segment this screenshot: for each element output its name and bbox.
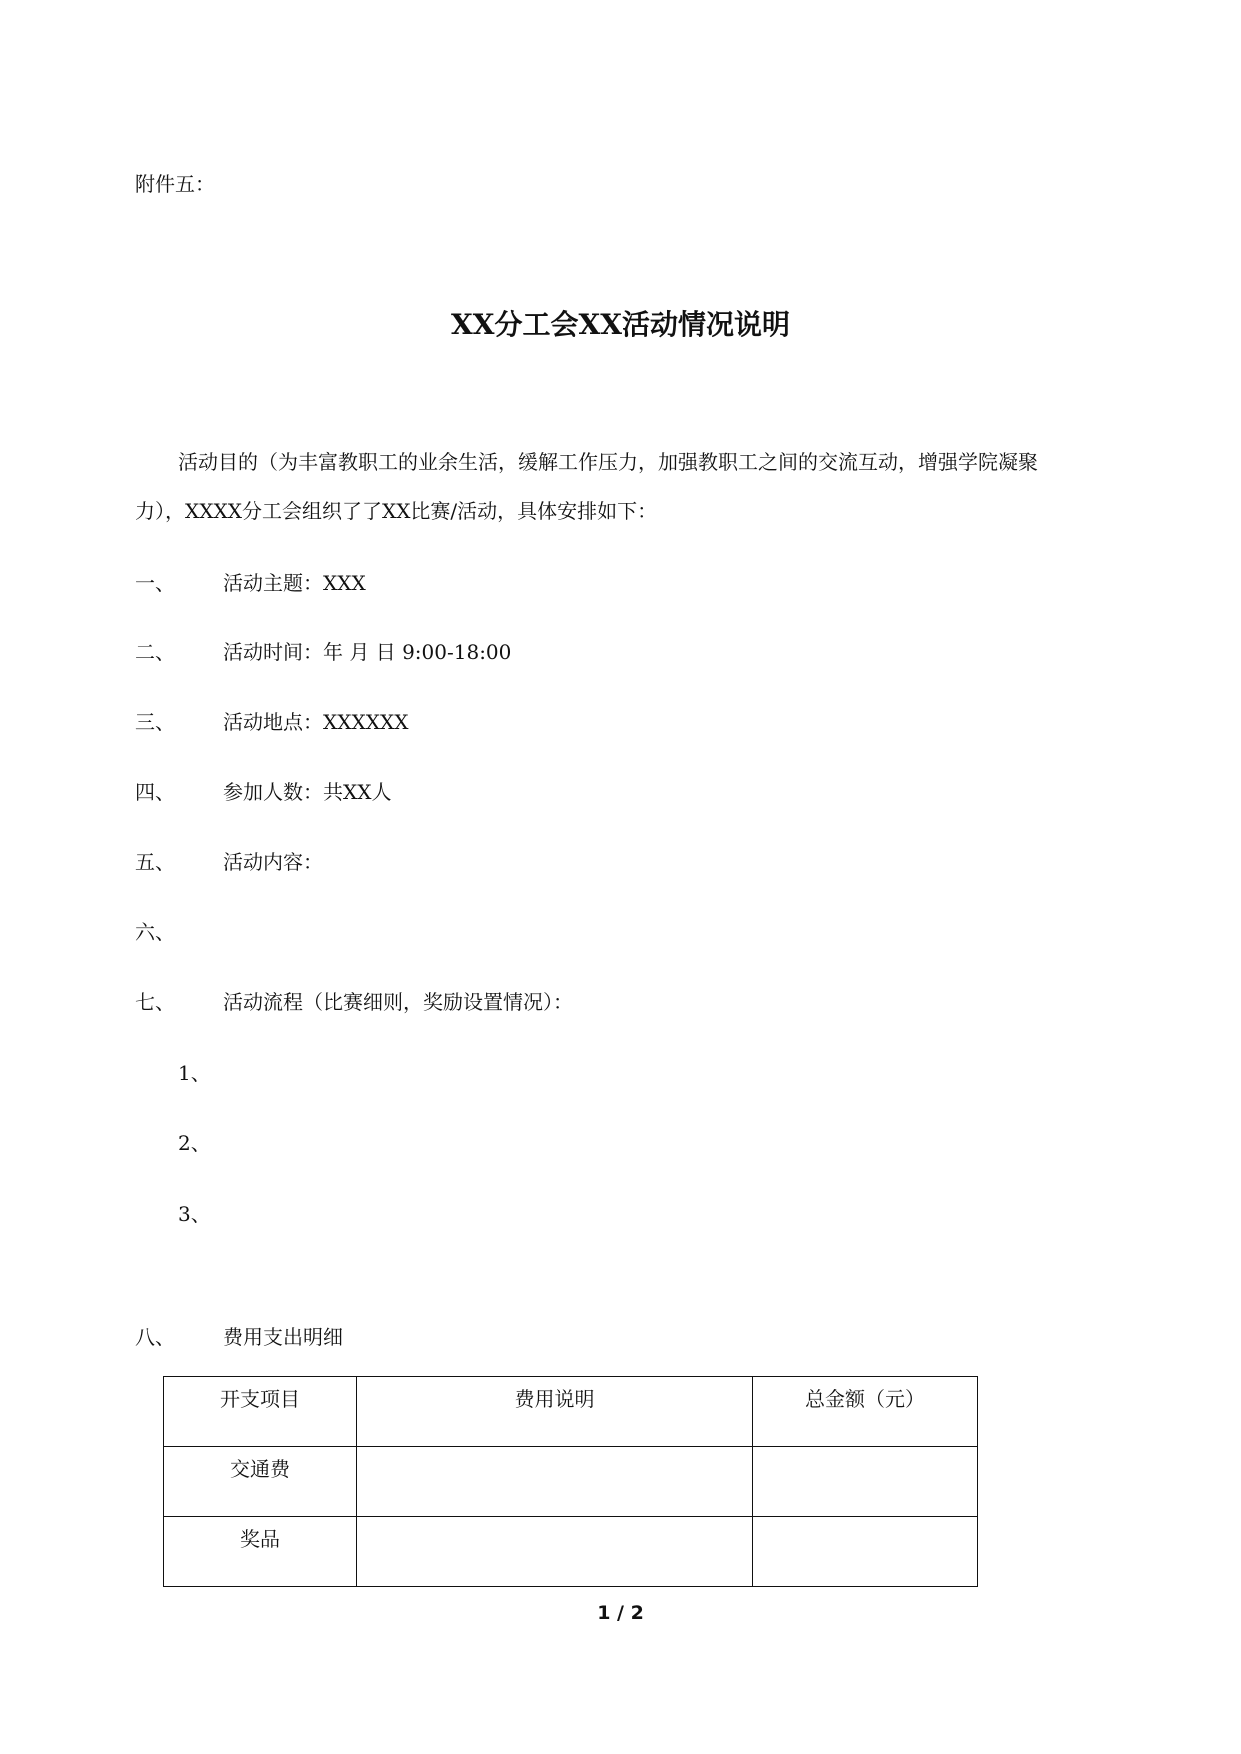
item-number: 八、 [135, 1325, 175, 1349]
table-cell [357, 1517, 753, 1587]
table-row [164, 1447, 978, 1517]
table-cell [357, 1447, 753, 1517]
item-number: 六、 [135, 920, 175, 944]
table-cell [753, 1447, 978, 1517]
item-text: 参加人数：共XX人 [223, 780, 392, 804]
document-title: XX分工会XX活动情况说明 [451, 308, 790, 341]
item-text: 活动主题：XXX [223, 571, 366, 595]
header-cell: 总金额（元） [753, 1377, 978, 1447]
item-number: 五、 [135, 850, 175, 874]
subitem-number: 2、 [178, 1131, 211, 1155]
item-text: 活动时间：年 月 日 9:00-18:00 [223, 640, 512, 664]
table-cell [753, 1517, 978, 1587]
attachment-label: 附件五： [135, 172, 215, 196]
item-number: 七、 [135, 990, 175, 1014]
item-text: 费用支出明细 [223, 1325, 343, 1349]
table-header-row [164, 1377, 978, 1447]
table-row [164, 1517, 978, 1587]
item-number: 四、 [135, 780, 175, 804]
header-cell: 费用说明 [357, 1377, 753, 1447]
subitem-number: 3、 [178, 1202, 211, 1226]
item-number: 二、 [135, 640, 175, 664]
intro-line-2: 力），XXXX分工会组织了了XX比赛/活动，具体安排如下： [135, 499, 658, 523]
subitem-number: 1、 [178, 1061, 211, 1085]
item-number: 一、 [135, 571, 175, 595]
item-text: 活动流程（比赛细则，奖励设置情况）： [223, 990, 573, 1014]
page-number: 1 / 2 [597, 1602, 644, 1624]
item-text: 活动内容： [223, 850, 323, 874]
item-text: 活动地点：XXXXXX [223, 710, 409, 734]
table-cell: 交通费 [164, 1447, 357, 1517]
header-cell: 开支项目 [164, 1377, 357, 1447]
intro-line-1: 活动目的（为丰富教职工的业余生活，缓解工作压力，加强教职工之间的交流互动，增强学院凝聚 [178, 450, 1038, 474]
table-cell: 奖品 [164, 1517, 357, 1587]
item-number: 三、 [135, 710, 175, 734]
expense-table [163, 1376, 978, 1587]
